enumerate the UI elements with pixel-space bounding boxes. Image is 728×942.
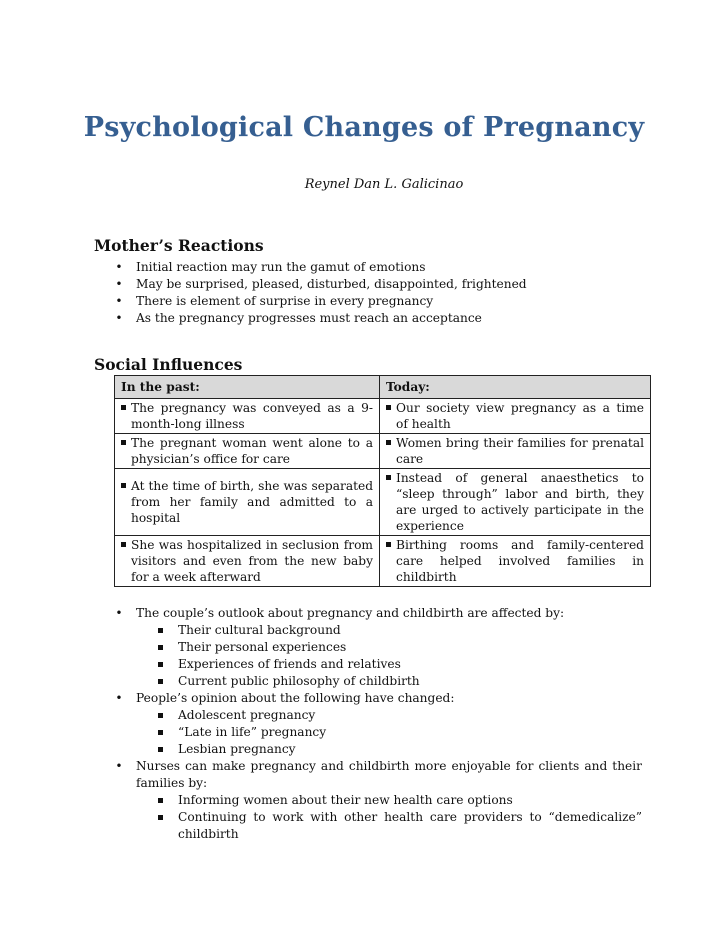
square-bullet-icon	[386, 405, 391, 410]
bullet-icon: •	[115, 759, 123, 773]
sub-list-item: “Late in life” pregnancy	[136, 724, 642, 741]
table-cell: At the time of birth, she was separated from her family and admitted to a hospital	[115, 469, 380, 536]
list-item: • People’s opinion about the following have changed: Adolescent pregnancy “Late in life” pregnancy Lesbian pregnancy	[94, 690, 642, 758]
square-bullet-icon	[158, 747, 163, 752]
table-cell: Our society view pregnancy as a time of health	[380, 399, 651, 434]
bullet-icon: •	[115, 277, 123, 291]
table-row	[115, 434, 651, 469]
sub-list-item: Their personal experiences	[136, 639, 642, 656]
table-row	[115, 536, 651, 587]
table-cell: Birthing rooms and family-centered care helped involved families in childbirth	[380, 536, 651, 587]
sub-list-item: Adolescent pregnancy	[136, 707, 642, 724]
square-bullet-icon	[121, 440, 126, 445]
table-header-row	[115, 376, 651, 399]
sub-list-item: Experiences of friends and relatives	[136, 656, 642, 673]
bullet-icon: •	[115, 606, 123, 620]
square-bullet-icon	[158, 730, 163, 735]
table-row	[115, 399, 651, 434]
list-item: • As the pregnancy progresses must reach an acceptance	[115, 311, 482, 325]
bullet-icon: •	[115, 294, 123, 308]
sub-list	[136, 707, 642, 758]
mothers-reactions-heading: Mother’s Reactions	[94, 236, 264, 255]
column-header-today: Today:	[380, 376, 651, 399]
column-header-past: In the past:	[115, 376, 380, 399]
square-bullet-icon	[158, 679, 163, 684]
sub-list	[136, 792, 642, 843]
bullet-icon: •	[115, 691, 123, 705]
square-bullet-icon	[158, 798, 163, 803]
bullet-icon: •	[115, 311, 123, 325]
table-cell: The pregnant woman went alone to a physician’s office for care	[115, 434, 380, 469]
square-bullet-icon	[386, 440, 391, 445]
list-item: • May be surprised, pleased, disturbed, disappointed, frightened	[115, 277, 527, 291]
social-influences-points	[94, 605, 642, 843]
square-bullet-icon	[158, 815, 163, 820]
square-bullet-icon	[158, 645, 163, 650]
sub-list-item: Informing women about their new health care options	[136, 792, 642, 809]
square-bullet-icon	[158, 713, 163, 718]
table-row	[115, 469, 651, 536]
list-item	[94, 758, 642, 843]
sub-list-item: Current public philosophy of childbirth	[136, 673, 642, 690]
square-bullet-icon	[121, 405, 126, 410]
social-influences-heading: Social Influences	[94, 355, 243, 374]
table-cell: The pregnancy was conveyed as a 9-month-long illness	[115, 399, 380, 434]
mothers-reactions-list	[94, 259, 654, 327]
list-item: • Initial reaction may run the gamut of emotions	[115, 260, 426, 274]
sub-list-item: Continuing to work with other health care providers to “demedicalize” childbirth	[136, 809, 642, 843]
list-item-text: Nurses can make pregnancy and childbirth more enjoyable for clients and their families by:	[136, 759, 642, 790]
square-bullet-icon	[386, 542, 391, 547]
square-bullet-icon	[121, 542, 126, 547]
square-bullet-icon	[158, 662, 163, 667]
square-bullet-icon	[386, 475, 391, 480]
sub-list	[136, 622, 642, 690]
author-name: Reynel Dan L. Galicinao	[304, 177, 464, 192]
square-bullet-icon	[158, 628, 163, 633]
page-title: Psychological Changes of Pregnancy	[83, 112, 645, 143]
bullet-icon: •	[115, 260, 123, 274]
table-cell: Instead of general anaesthetics to “sleep through” labor and birth, they are urged to actively participate in the experience	[380, 469, 651, 536]
social-influences-table	[114, 375, 651, 587]
sub-list-item: Their cultural background	[136, 622, 642, 639]
table-cell: She was hospitalized in seclusion from visitors and even from the new baby for a week afterward	[115, 536, 380, 587]
sub-list-item: Lesbian pregnancy	[136, 741, 642, 758]
square-bullet-icon	[121, 483, 126, 488]
list-item: • The couple’s outlook about pregnancy and childbirth are affected by: Their cultural background Their personal experiences Experiences of friends and relatives Current public philosophy of childbirth	[94, 605, 642, 690]
table-cell: Women bring their families for prenatal care	[380, 434, 651, 469]
list-item: • There is element of surprise in every pregnancy	[115, 294, 434, 308]
